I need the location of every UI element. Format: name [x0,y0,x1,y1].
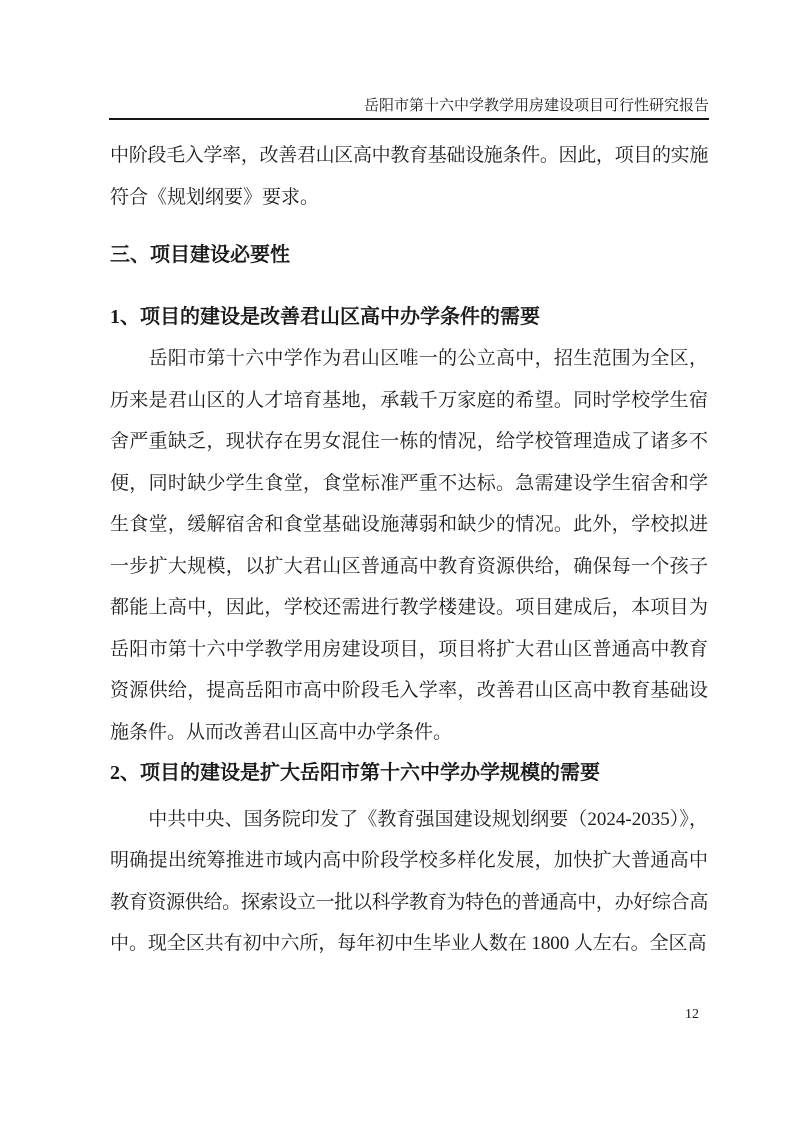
section-1-heading: 1、项目的建设是改善君山区高中办学条件的需要 [110,305,540,328]
header-title: 岳阳市第十六中学教学用房建设项目可行性研究报告 [363,98,709,114]
chapter-heading: 三、项目建设必要性 [110,244,290,266]
text-line: 一步扩大规模，以扩大君山区普通高中教育资源供给，确保每一个孩子 [110,555,708,577]
text-line: 教育资源供给。探索设立一批以科学教育为特色的普通高中，办好综合高 [110,891,708,913]
text-line: 中共中央、国务院印发了《教育强国建设规划纲要（2024-2035）》， [110,808,708,830]
text-line: 符合《规划纲要》要求。 [110,186,320,208]
text-line: 岳阳市第十六中学作为君山区唯一的公立高中，招生范围为全区， [110,348,708,369]
text-line: 历来是君山区的人才培育基地，承载千万家庭的希望。同时学校学生宿 [110,389,708,411]
page-header [109,97,709,120]
text-line: 舍严重缺乏，现状存在男女混住一栋的情况，给学校管理造成了诸多不 [110,431,708,452]
document-body [110,135,708,965]
text-line: 中。现全区共有初中六所，每年初中生毕业人数在 1800 人左右。全区高 [110,933,707,954]
page-number: 12 [685,1007,699,1022]
text-line: 便，同时缺少学生食堂，食堂标准严重不达标。急需建设学生宿舍和学 [110,472,708,494]
section-2-heading: 2、项目的建设是扩大岳阳市第十六中学办学规模的需要 [110,762,600,784]
text-line: 施条件。从而改善君山区高中办学条件。 [110,721,453,743]
text-line: 资源供给，提高岳阳市高中阶段毛入学率，改善君山区高中教育基础设 [110,680,708,701]
text-line: 生食堂，缓解宿舍和食堂基础设施薄弱和缺少的情况。此外，学校拟进 [110,514,708,535]
paragraph-intro-continuation [110,135,708,218]
text-line: 中阶段毛入学率，改善君山区高中教育基础设施条件。因此，项目的实施 [110,145,708,166]
section-1-paragraph [110,338,708,753]
text-line: 明确提出统筹推进市域内高中阶段学校多样化发展，加快扩大普通高中 [110,850,708,871]
text-line: 都能上高中，因此，学校还需进行教学楼建设。项目建成后，本项目为 [110,597,708,618]
section-2-paragraph [110,799,708,965]
text-line: 岳阳市第十六中学教学用房建设项目，项目将扩大君山区普通高中教育 [110,638,708,660]
